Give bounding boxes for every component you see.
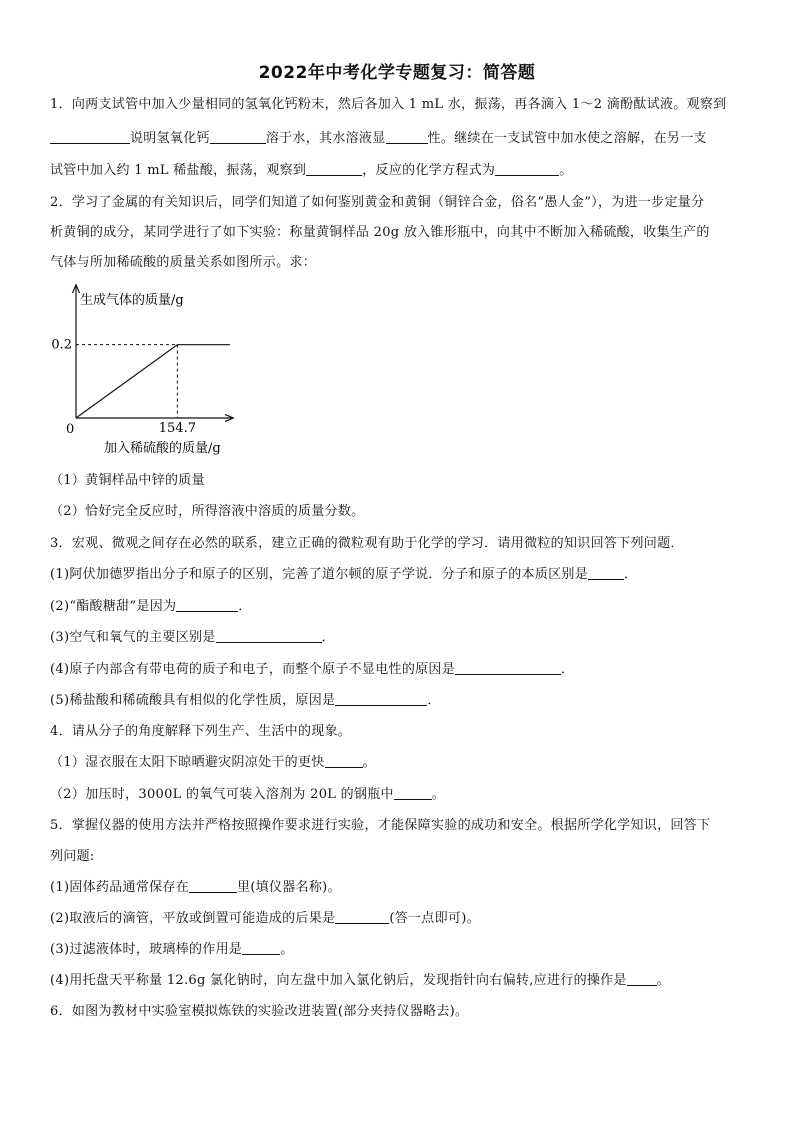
y-tick-label: 0.2: [51, 337, 72, 353]
q5-p2: [50, 910, 750, 928]
answer-blank[interactable]: [335, 910, 389, 924]
q5-p1: [50, 879, 750, 897]
answer-blank[interactable]: [216, 629, 322, 643]
answer-blank[interactable]: [242, 941, 280, 955]
q3-p3: [50, 629, 750, 647]
q4-sub1: [50, 754, 750, 772]
q6-line1: 6．如图为教材中实验室模拟炼铁的实验改进装置(部分夹持仪器略去)。: [50, 1004, 469, 1019]
q5-p4-text-a: (4)用托盘天平称量 12.6g 氯化钠时，向左盘中加入氯化钠后，发现指针向右偏转,应进行的操作是: [50, 973, 627, 988]
q1-line3: [50, 162, 750, 180]
q1-line3-text-b: ，反应的化学方程式为: [362, 163, 496, 178]
q4-sub1-text: （1）湿衣服在太阳下晾晒避灾阴凉处干的更快: [50, 755, 325, 770]
x-tick-label: 154.7: [158, 421, 196, 436]
q3-p3-end: ．: [321, 630, 335, 645]
q1-line2-text-c: 性。继续在一支试管中加水使之溶解，在另一支: [427, 131, 707, 146]
q2-line2: 析黄铜的成分，某同学进行了如下实验：称量黄铜样品 20g 放入锥形瓶中，向其中不断加入稀硫酸，收集生产的: [50, 225, 710, 240]
q5-line2: 列问题:: [50, 849, 95, 864]
q5-p1-text-b: 里(填仪器名称)。: [237, 880, 341, 895]
q5-p1-text-a: (1)固体药品通常保存在: [50, 880, 190, 895]
q4-sub2-end: 。: [431, 787, 446, 802]
answer-blank[interactable]: [335, 692, 427, 706]
q1-line3-text-c: 。: [559, 163, 573, 178]
series-line: [76, 345, 230, 418]
answer-blank[interactable]: [455, 661, 561, 675]
q1-line2: [50, 130, 750, 148]
answer-blank[interactable]: [50, 130, 130, 144]
q3-p1-end: ．: [624, 567, 638, 582]
q5-p3: [50, 941, 750, 959]
q5-p2-text-a: (2)取液后的滴管，平放或倒置可能造成的后果是: [50, 911, 336, 926]
q3-p2: [50, 598, 750, 616]
q1-line2-text-a: 说明氢氧化钙: [130, 131, 210, 146]
q2-line1: 2．学习了金属的有关知识后，同学们知道了如何鉴别黄金和黄铜（铜锌合金，俗名“愚人金”），为进一步定量分: [50, 195, 705, 210]
q5-p4: [50, 972, 750, 990]
q4-line1: 4．请从分子的角度解释下列生产、生活中的现象。: [50, 724, 352, 739]
q5-p3-text-b: 。: [280, 942, 294, 957]
origin-label: 0: [66, 422, 75, 437]
q5-p2-text-b: (答一点即可)。: [389, 911, 480, 926]
answer-blank[interactable]: [386, 130, 428, 144]
q5-line1: 5．掌握仪器的使用方法并严格按照操作要求进行实验，才能保障实验的成功和安全。根据所学化学知识，回答下: [50, 818, 711, 833]
q3-p5-end: ．: [427, 693, 441, 708]
answer-blank[interactable]: [306, 162, 362, 176]
chart-svg: [51, 282, 242, 462]
q1-line3-text-a: 试管中加入约 1 mL 稀盐酸，振荡，观察到: [50, 163, 307, 178]
q3-p3-text: (3)空气和氧气的主要区别是: [50, 630, 216, 645]
answer-blank[interactable]: [394, 786, 432, 800]
q2-line3: 气体与所加稀硫酸的质量关系如图所示。求：: [50, 255, 317, 270]
answer-blank[interactable]: [210, 130, 266, 144]
answer-blank[interactable]: [189, 879, 237, 893]
q4-sub2: [50, 786, 750, 804]
answer-blank[interactable]: [176, 598, 238, 612]
q5-p3-text-a: (3)过滤液体时，玻璃棒的作用是: [50, 942, 243, 957]
answer-blank[interactable]: [325, 754, 363, 768]
q3-p5: [50, 692, 750, 710]
q3-p2-text: (2)“酯酸糖甜”是因为: [50, 599, 177, 614]
gas-mass-chart: [51, 282, 242, 462]
q4-sub2-text: （2）加压时，3000L 的氧气可装入溶剂为 20L 的钢瓶中: [50, 787, 394, 802]
q3-p1-text: (1)阿伏加德罗指出分子和原子的区别，完善了道尔顿的原子学说．分子和原子的本质区别是: [50, 567, 589, 582]
y-axis-label: 生成气体的质量/g: [80, 293, 184, 308]
q5-p4-text-b: 。: [656, 973, 671, 988]
answer-blank[interactable]: [627, 972, 657, 986]
q3-p4-end: ．: [561, 662, 575, 677]
q3-p4: [50, 661, 750, 679]
q3-p5-text: (5)稀盐酸和稀硫酸具有相似的化学性质，原因是: [50, 693, 336, 708]
q3-p4-text: (4)原子内部含有带电荷的质子和电子，而整个原子不显电性的原因是: [50, 662, 456, 677]
q1-line1: 1．向两支试管中加入少量相同的氢氧化钙粉末，然后各加入 1 mL 水，振荡，再各滴入 1～2 滴酚酞试液。观察到: [50, 97, 727, 112]
answer-blank[interactable]: [495, 162, 559, 176]
q3-p2-end: ．: [238, 599, 252, 614]
x-axis-label: 加入稀硫酸的质量/g: [104, 441, 221, 456]
q2-sub2: （2）恰好完全反应时，所得溶液中溶质的质量分数。: [50, 504, 365, 519]
q3-line1: 3．宏观、微观之间存在必然的联系，建立正确的微粒观有助于化学的学习．请用微粒的知识回答下列问题．: [50, 536, 684, 551]
page-title: 2022年中考化学专题复习：简答题: [258, 63, 536, 83]
q2-sub1: （1）黄铜样品中锌的质量: [50, 473, 205, 488]
q1-line2-text-b: 溶于水，其水溶液显: [265, 131, 386, 146]
q3-p1: [50, 566, 750, 584]
q4-sub1-end: 。: [362, 755, 376, 770]
answer-blank[interactable]: [588, 566, 624, 580]
